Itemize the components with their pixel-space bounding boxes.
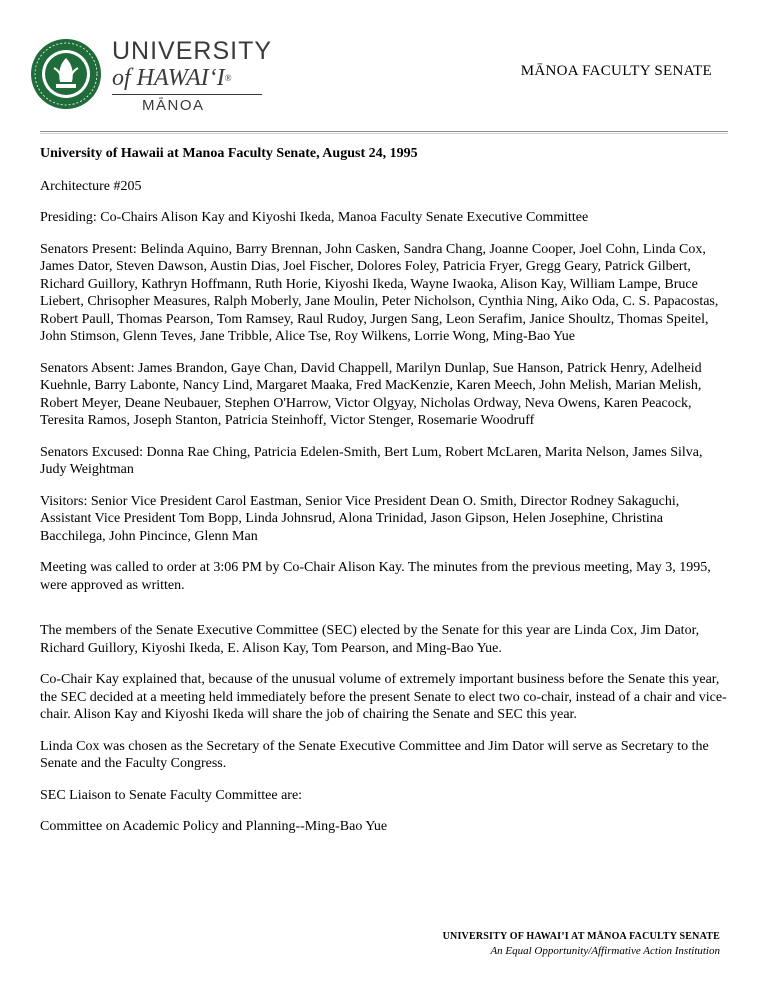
document-title: University of Hawaii at Manoa Faculty Senate, August 24, 1995 [40,146,418,161]
senators-present: Senators Present: Belinda Aquino, Barry Brennan, John Casken, Sandra Chang, Joanne Cooper, Joel Cohn, Linda Cox, James Dator, Steven Dawson, Austin Dias, Joel Fischer, Dolores Foley, Patricia Fryer, Gregg Geary, Patrick Gilbert, Richard Guillory, Kathryn Hoffmann, Ruth Horie, Kiyoshi Ikeda, Wayne Iwaoka, Alison Kay, William Lampe, Bruce Liebert, Chrisopher Measures, Ralph Moberly, Jane Moulin, Peter Nicholson, Cynthia Ning, Aiko Oda, C. S. Papacostas, Robert Paull, Thomas Pearson, Tom Ramsey, Raul Rudoy, Jurgen Sang, Leon Serafim, Janice Shoultz, Thomas Speitel, John Stimson, Glenn Teves, Jane Tribble, Alice Tse, Roy Wilkens, Lorrie Wong, Ming-Bao Yue [40,241,719,344]
footer-eeo: An Equal Opportunity/Affirmative Action Institution [490,945,720,957]
visitors-paragraph: Visitors: Senior Vice President Carol Eastman, Senior Vice President Dean O. Smith, Director Rodney Sakaguchi, Assistant Vice President Tom Bopp, Linda Johnsrud, Alona Trinidad, Jason Gipson, Helen Josephine, Christina Bacchilega, John Pincince, Glenn Man [40,493,680,544]
document-body [40,145,730,850]
spacer [40,608,730,622]
wordmark-university: UNIVERSITY [112,37,273,65]
registered-mark: ® [224,73,232,83]
page-footer [443,930,720,958]
wordmark-hawaii-text: of HAWAI‘I [112,65,225,91]
cochair-paragraph: Co-Chair Kay explained that, because of the unusual volume of extremely important business before the Senate this year, the SEC decided at a meeting held immediately before the present Senate to elect two co-chair, instead of a chair and vice-chair. Alison Kay and Kiyoshi Ikeda will share the job of chairing the Senate and SEC this year. [40,672,727,722]
secretary-paragraph: Linda Cox was chosen as the Secretary of the Senate Executive Committee and Jim Dator will serve as Secretary to the Senate and the Faculty Congress. [40,738,709,771]
sec-members: The members of the Senate Executive Committee (SEC) elected by the Senate for this year are Linda Cox, Jim Dator, Richard Guillory, Kiyoshi Ikeda, E. Alison Kay, Tom Pearson, and Ming-Bao Yue. [40,623,700,656]
meeting-location: Architecture #205 [40,178,142,194]
wordmark-manoa: MĀNOA [142,97,205,114]
university-wordmark [112,37,273,114]
page-header [0,0,768,134]
header-rule [40,131,728,134]
senate-title: MĀNOA FACULTY SENATE [520,63,712,79]
liaison-item: Committee on Academic Policy and Planning--Ming-Bao Yue [40,819,388,834]
senators-absent: Senators Absent: James Brandon, Gaye Chan, David Chappell, Marilyn Dunlap, Sue Hanson, Patrick Henry, Adelheid Kuehnle, Barry Labonte, Nancy Lind, Margaret Maaka, Fred MacKenzie, Karen Meech, John Melish, Marian Melish, Robert Meyer, Deane Neubauer, Stephen O'Harrow, Victor Olgyay, Nicholas Ordway, Neva Owens, Karen Peacock, Teresita Ramos, Joseph Stanton, Patricia Steinhoff, Victor Stenger, Rosemarie Woodruff [40,360,702,428]
liaison-intro: SEC Liaison to Senate Faculty Committee are: [40,787,303,803]
wordmark-hawaii [112,64,262,92]
university-seal-icon [30,38,102,110]
call-to-order: Meeting was called to order at 3:06 PM by Co-Chair Alison Kay. The minutes from the previous meeting, May 3, 1995, were approved as written. [40,560,711,593]
presiding-paragraph: Presiding: Co-Chairs Alison Kay and Kiyoshi Ikeda, Manoa Faculty Senate Executive Committee [40,210,589,225]
wordmark-divider [112,94,262,95]
footer-institution: UNIVERSITY OF HAWAI’I AT MĀNOA FACULTY SENATE [442,931,720,942]
senators-excused: Senators Excused: Donna Rae Ching, Patricia Edelen-Smith, Bert Lum, Robert McLaren, Marita Nelson, James Silva, Judy Weightman [40,444,703,477]
